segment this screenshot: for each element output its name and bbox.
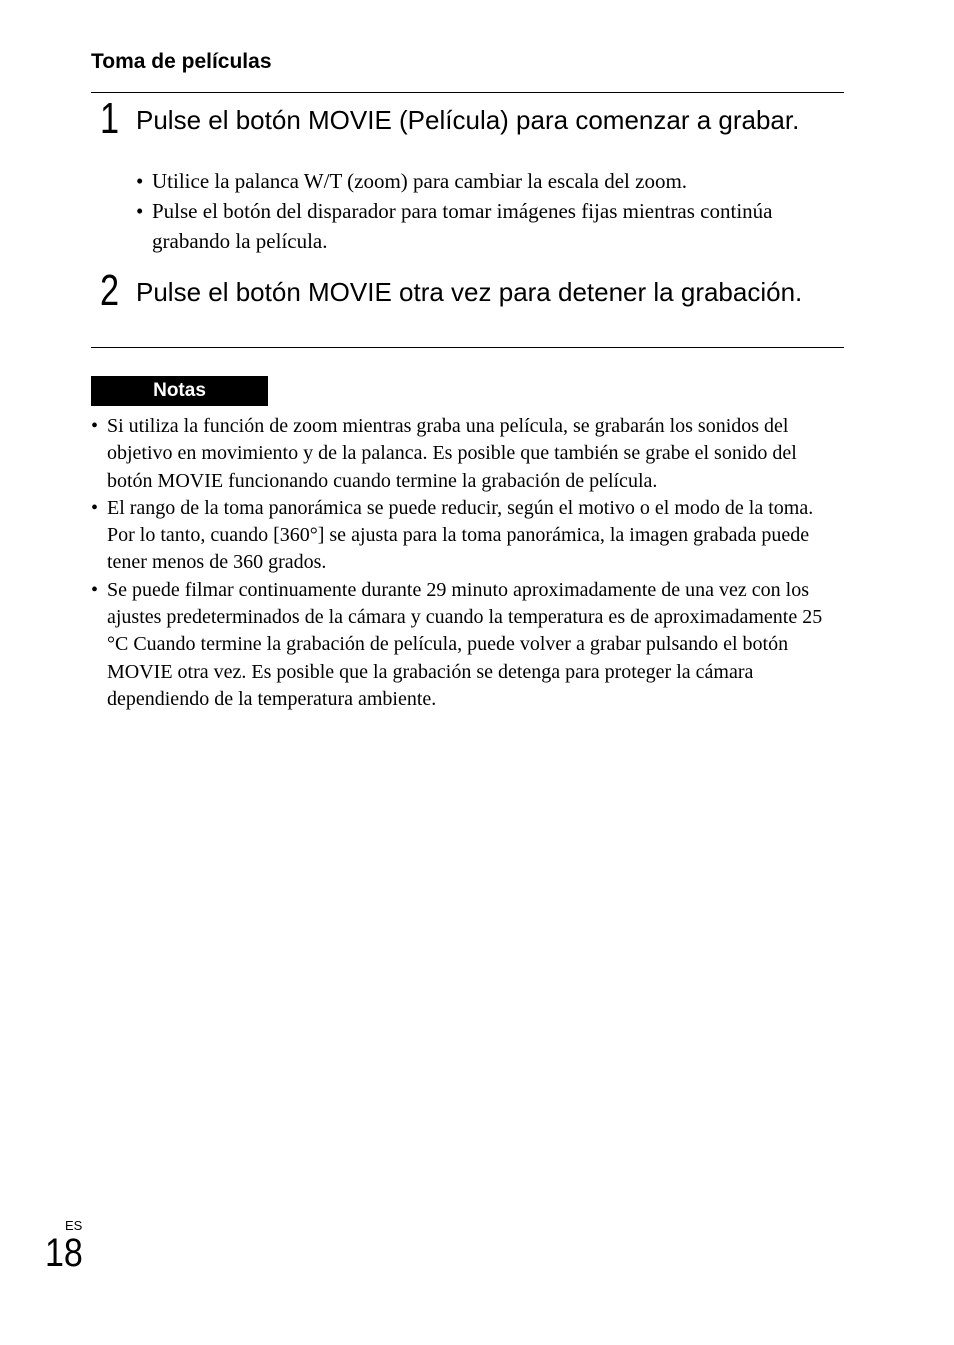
note-item: • Si utiliza la función de zoom mientras graba una película, se grabarán los sonidos del objetivo en movimiento y de la palanca. Es posible que también se grabe el sonido del botón MOVIE funcionando cuando termine la grabación de película. xyxy=(91,413,844,495)
step-1-bullet-list xyxy=(136,166,796,256)
step-2-number: 2 xyxy=(100,266,120,315)
step-2-title: Pulse el botón MOVIE otra vez para detener la grabación. xyxy=(136,277,803,307)
note-item: • El rango de la toma panorámica se puede reducir, según el motivo o el modo de la toma. Por lo tanto, cuando [360°] se ajusta para la toma panorámica, la imagen grabada puede tener menos de 360 grados. xyxy=(91,495,844,577)
step-1-title: Pulse el botón MOVIE (Película) para comenzar a grabar. xyxy=(136,105,800,135)
notes-label: Notas xyxy=(91,376,268,406)
step-1-bullet: • Pulse el botón del disparador para tomar imágenes fijas mientras continúa grabando la película. xyxy=(136,196,796,256)
bottom-divider xyxy=(91,347,844,348)
note-item: • Se puede filmar continuamente durante 29 minuto aproximadamente de una vez con los ajustes predeterminados de la cámara y cuando la temperatura es de aproximadamente 25 °C Cuando termine la grabación de película, puede volver a grabar pulsando el botón MOVIE otra vez. Es posible que la grabación se detenga para proteger la cámara dependiendo de la temperatura ambiente. xyxy=(91,577,844,713)
step-1-number: 1 xyxy=(100,94,120,143)
notes-list xyxy=(91,413,844,713)
step-1-bullet: • Utilice la palanca W/T (zoom) para cambiar la escala del zoom. xyxy=(136,166,796,196)
language-code: ES xyxy=(65,1218,83,1233)
top-divider xyxy=(91,92,844,93)
page-number: 18 xyxy=(45,1231,83,1275)
section-title: Toma de películas xyxy=(91,50,272,73)
